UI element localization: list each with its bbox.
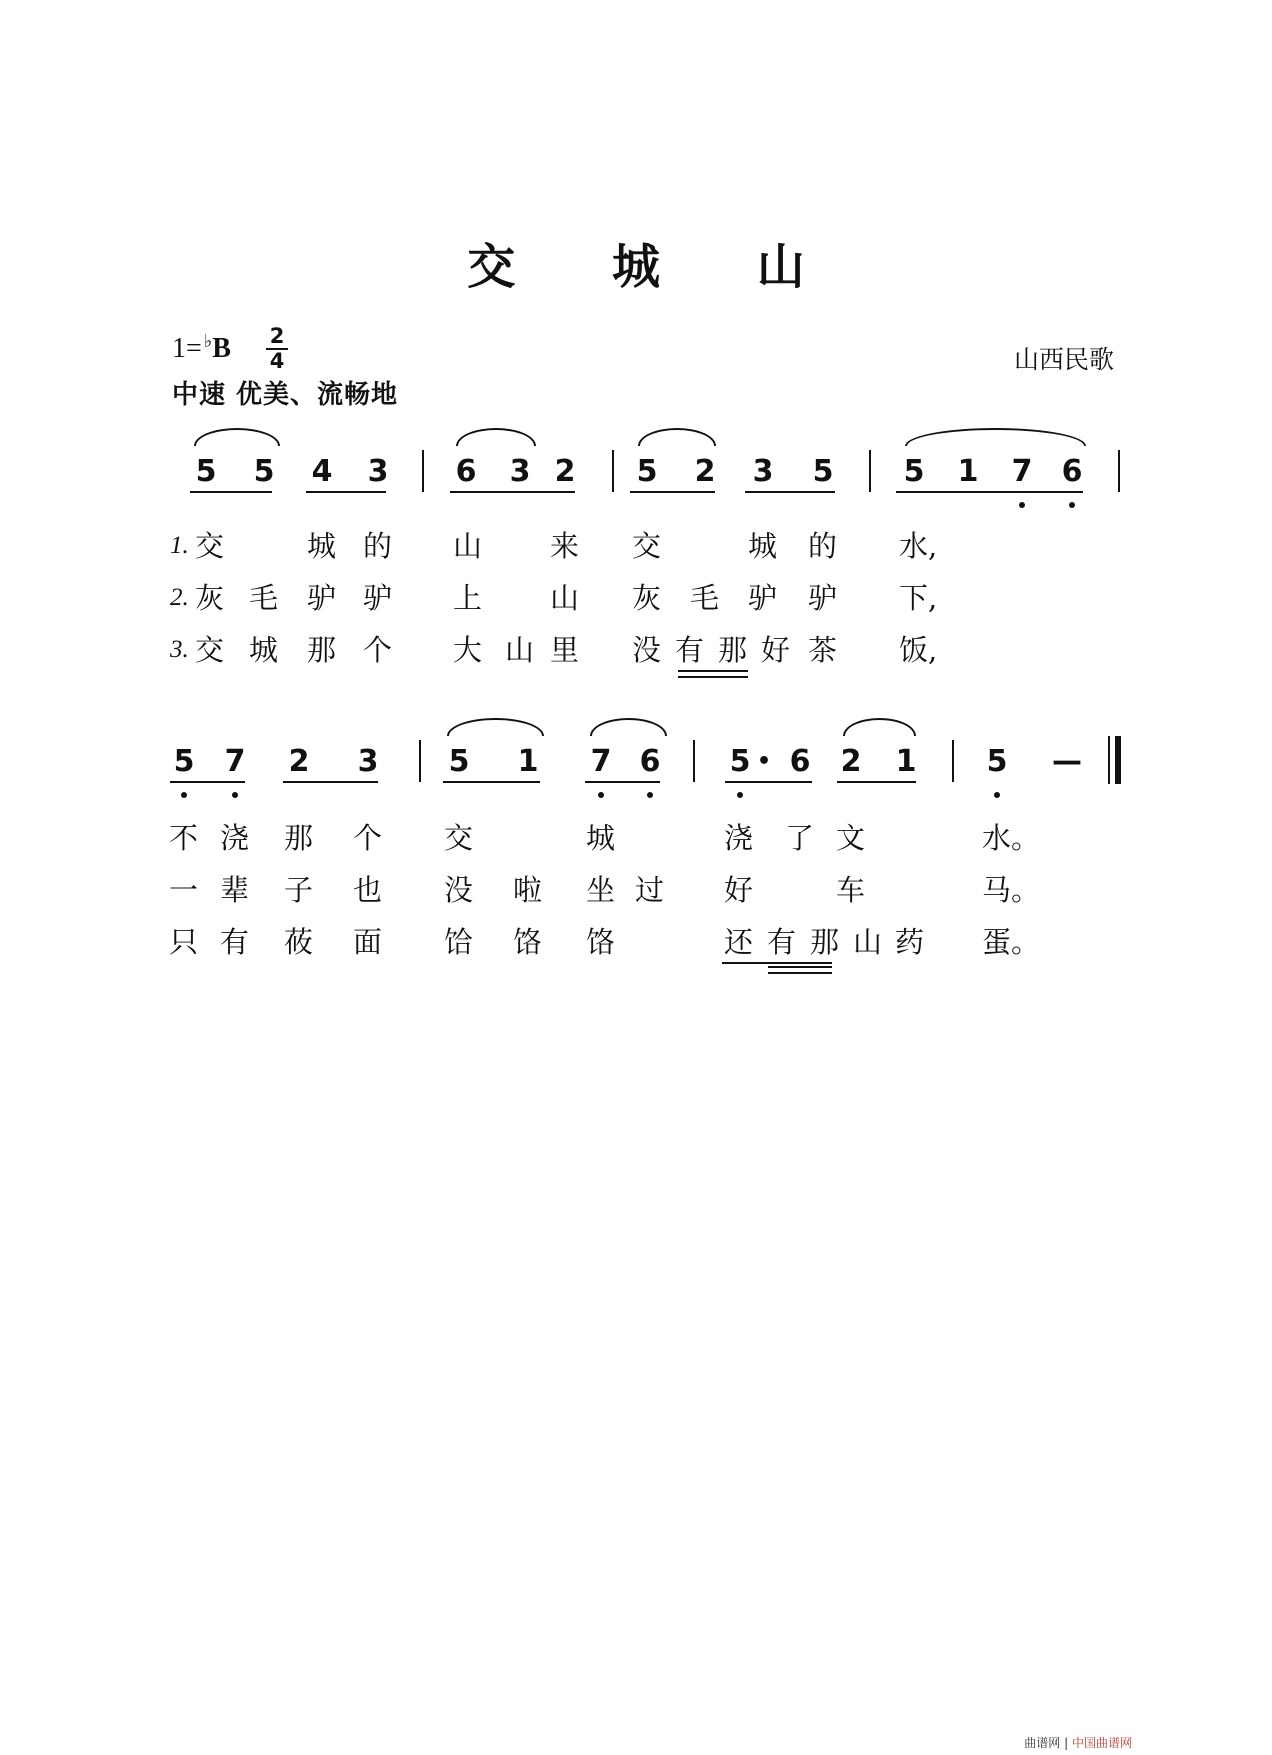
barline bbox=[612, 450, 614, 492]
lyric-syllable: 那 bbox=[307, 633, 337, 667]
beam-underline bbox=[450, 491, 575, 493]
lyric-syllable: 里 bbox=[550, 633, 580, 667]
slur bbox=[638, 428, 716, 446]
time-signature-top: 2 bbox=[269, 324, 285, 348]
note: 5 bbox=[253, 454, 275, 489]
slur bbox=[194, 428, 280, 446]
lyric-syllable: 灰 bbox=[195, 581, 225, 615]
note: 1 bbox=[957, 454, 979, 489]
beam-underline bbox=[745, 491, 835, 493]
lyric-syllable: 辈 bbox=[220, 873, 250, 907]
lyric-syllable: 交 bbox=[195, 529, 225, 563]
lyric-syllable: 有 bbox=[767, 925, 797, 959]
lyric-syllable: 浇 bbox=[220, 821, 250, 855]
note: 5 bbox=[173, 744, 195, 779]
lyric-syllable: 也 bbox=[353, 873, 383, 907]
lyric-syllable: 城 bbox=[249, 633, 279, 667]
lyric-syllable: 交 bbox=[632, 529, 662, 563]
note: 5 bbox=[986, 744, 1008, 779]
beam-underline bbox=[170, 781, 245, 783]
slur bbox=[447, 718, 544, 736]
barline bbox=[422, 450, 424, 492]
note: 4 bbox=[311, 454, 333, 489]
lyric-syllable: 上 bbox=[453, 581, 483, 615]
octave-dot bbox=[1019, 502, 1025, 508]
lyric-syllable: 浇 bbox=[724, 821, 754, 855]
lyric-syllable: 饸 bbox=[444, 925, 474, 959]
beam-underline bbox=[585, 781, 660, 783]
note: 7 bbox=[224, 744, 246, 779]
octave-dot bbox=[1069, 502, 1075, 508]
lyric-syllable: 来 bbox=[550, 529, 580, 563]
note: 6 bbox=[639, 744, 661, 779]
lyric-syllable: 马。 bbox=[982, 873, 1041, 907]
lyric-syllable: 子 bbox=[284, 873, 314, 907]
note: 2 bbox=[554, 454, 576, 489]
lyric-syllable: 过 bbox=[635, 873, 665, 907]
slur bbox=[905, 428, 1086, 446]
note: 3 bbox=[357, 744, 379, 779]
lyric-syllable: 水, bbox=[899, 529, 938, 563]
lyric-tie-single bbox=[722, 962, 832, 964]
lyric-syllable: 一 bbox=[169, 873, 199, 907]
verse-number: 2. bbox=[170, 584, 189, 611]
lyric-syllable: 灰 bbox=[632, 581, 662, 615]
lyric-syllable: 药 bbox=[895, 925, 925, 959]
time-signature bbox=[264, 326, 290, 372]
lyric-syllable: 那 bbox=[718, 633, 748, 667]
lyric-syllable: 山 bbox=[505, 633, 535, 667]
slur bbox=[590, 718, 667, 736]
note: 5 bbox=[636, 454, 658, 489]
lyric-syllable: 大 bbox=[453, 633, 483, 667]
lyric-syllable: 只 bbox=[169, 925, 199, 959]
note: 5 bbox=[195, 454, 217, 489]
lyric-syllable: 交 bbox=[444, 821, 474, 855]
lyric-syllable: 毛 bbox=[690, 581, 720, 615]
barline bbox=[693, 740, 695, 782]
watermark-right: 中国曲谱网 bbox=[1071, 1736, 1132, 1750]
lyric-syllable: 饭, bbox=[899, 633, 938, 667]
lyric-syllable: 好 bbox=[761, 633, 791, 667]
lyric-syllable: 的 bbox=[363, 529, 393, 563]
song-title: 交 城 山 bbox=[467, 239, 845, 295]
lyric-syllable: 面 bbox=[353, 925, 383, 959]
final-barline-thick bbox=[1115, 736, 1121, 784]
note: 5 bbox=[812, 454, 834, 489]
verse-number: 3. bbox=[170, 636, 189, 663]
beam-underline bbox=[443, 781, 540, 783]
note: — bbox=[1052, 744, 1082, 779]
note: 7 bbox=[590, 744, 612, 779]
lyric-syllable: 的 bbox=[808, 529, 838, 563]
note: 1 bbox=[517, 744, 539, 779]
lyric-syllable: 没 bbox=[632, 633, 662, 667]
lyric-syllable: 不 bbox=[169, 821, 199, 855]
lyric-syllable: 个 bbox=[363, 633, 393, 667]
lyric-syllable: 饹 bbox=[513, 925, 543, 959]
barline bbox=[952, 740, 954, 782]
note: 5 bbox=[729, 744, 751, 779]
octave-dot bbox=[737, 792, 743, 798]
octave-dot bbox=[647, 792, 653, 798]
octave-dot bbox=[598, 792, 604, 798]
note: 7 bbox=[1011, 454, 1033, 489]
lyric-syllable: 交 bbox=[195, 633, 225, 667]
slur bbox=[843, 718, 916, 736]
lyric-syllable: 坐 bbox=[586, 873, 616, 907]
lyric-syllable: 驴 bbox=[808, 581, 838, 615]
octave-dot bbox=[232, 792, 238, 798]
note: 1 bbox=[895, 744, 917, 779]
note: 3 bbox=[509, 454, 531, 489]
watermark-sep: | bbox=[1060, 1736, 1072, 1750]
lyric-syllable: 驴 bbox=[748, 581, 778, 615]
beam-underline bbox=[725, 781, 812, 783]
key-letter: B bbox=[212, 333, 231, 364]
note: 5 bbox=[903, 454, 925, 489]
lyric-syllable: 毛 bbox=[249, 581, 279, 615]
beam-underline bbox=[283, 781, 378, 783]
beam-underline bbox=[190, 491, 272, 493]
key-signature bbox=[172, 331, 231, 365]
note: 6 bbox=[1061, 454, 1083, 489]
lyric-syllable: 啦 bbox=[513, 873, 543, 907]
barline bbox=[419, 740, 421, 782]
lyric-syllable: 好 bbox=[724, 873, 754, 907]
lyric-syllable: 车 bbox=[836, 873, 866, 907]
tempo-marking: 中速 优美、流畅地 bbox=[172, 380, 399, 410]
beam-underline bbox=[630, 491, 715, 493]
lyric-syllable: 那 bbox=[284, 821, 314, 855]
lyric-syllable: 那 bbox=[810, 925, 840, 959]
lyric-syllable: 个 bbox=[353, 821, 383, 855]
lyric-syllable: 有 bbox=[220, 925, 250, 959]
note: 3 bbox=[367, 454, 389, 489]
lyric-syllable: 下, bbox=[899, 581, 938, 615]
verse-number: 1. bbox=[170, 532, 189, 559]
beam-underline bbox=[837, 781, 916, 783]
barline bbox=[869, 450, 871, 492]
watermark bbox=[1024, 1734, 1132, 1751]
lyric-syllable: 城 bbox=[307, 529, 337, 563]
note: 3 bbox=[752, 454, 774, 489]
slur bbox=[456, 428, 536, 446]
octave-dot bbox=[181, 792, 187, 798]
lyric-syllable: 山 bbox=[853, 925, 883, 959]
note: 2 bbox=[694, 454, 716, 489]
lyric-syllable: 蛋。 bbox=[982, 925, 1041, 959]
time-signature-bottom: 4 bbox=[269, 349, 285, 373]
lyric-syllable: 城 bbox=[586, 821, 616, 855]
note: 6 bbox=[455, 454, 477, 489]
barline bbox=[1118, 450, 1120, 492]
lyric-syllable: 没 bbox=[444, 873, 474, 907]
lyric-syllable: 城 bbox=[748, 529, 778, 563]
composer: 山西民歌 bbox=[1013, 345, 1114, 374]
lyric-syllable: 莜 bbox=[284, 925, 314, 959]
flat-sign: ♭ bbox=[203, 331, 213, 351]
lyric-tie-double bbox=[678, 670, 748, 678]
augmentation-dot: • bbox=[757, 749, 772, 774]
watermark-left: 曲谱网 bbox=[1024, 1736, 1061, 1750]
lyric-syllable: 驴 bbox=[307, 581, 337, 615]
lyric-syllable: 山 bbox=[453, 529, 483, 563]
note: 6 bbox=[789, 744, 811, 779]
lyric-syllable: 文 bbox=[836, 821, 866, 855]
lyric-syllable: 山 bbox=[550, 581, 580, 615]
note: 2 bbox=[840, 744, 862, 779]
lyric-syllable: 有 bbox=[675, 633, 705, 667]
beam-underline bbox=[896, 491, 1083, 493]
note: 5 bbox=[448, 744, 470, 779]
beam-underline bbox=[306, 491, 386, 493]
lyric-syllable: 驴 bbox=[363, 581, 393, 615]
lyric-syllable: 茶 bbox=[808, 633, 838, 667]
final-barline-thin bbox=[1108, 736, 1110, 784]
key-prefix: 1= bbox=[172, 333, 202, 364]
lyric-tie-double bbox=[768, 966, 832, 974]
octave-dot bbox=[994, 792, 1000, 798]
lyric-syllable: 了 bbox=[785, 821, 815, 855]
lyric-syllable: 还 bbox=[724, 925, 754, 959]
lyric-syllable: 水。 bbox=[982, 821, 1041, 855]
lyric-syllable: 饹 bbox=[586, 925, 616, 959]
note: 2 bbox=[288, 744, 310, 779]
